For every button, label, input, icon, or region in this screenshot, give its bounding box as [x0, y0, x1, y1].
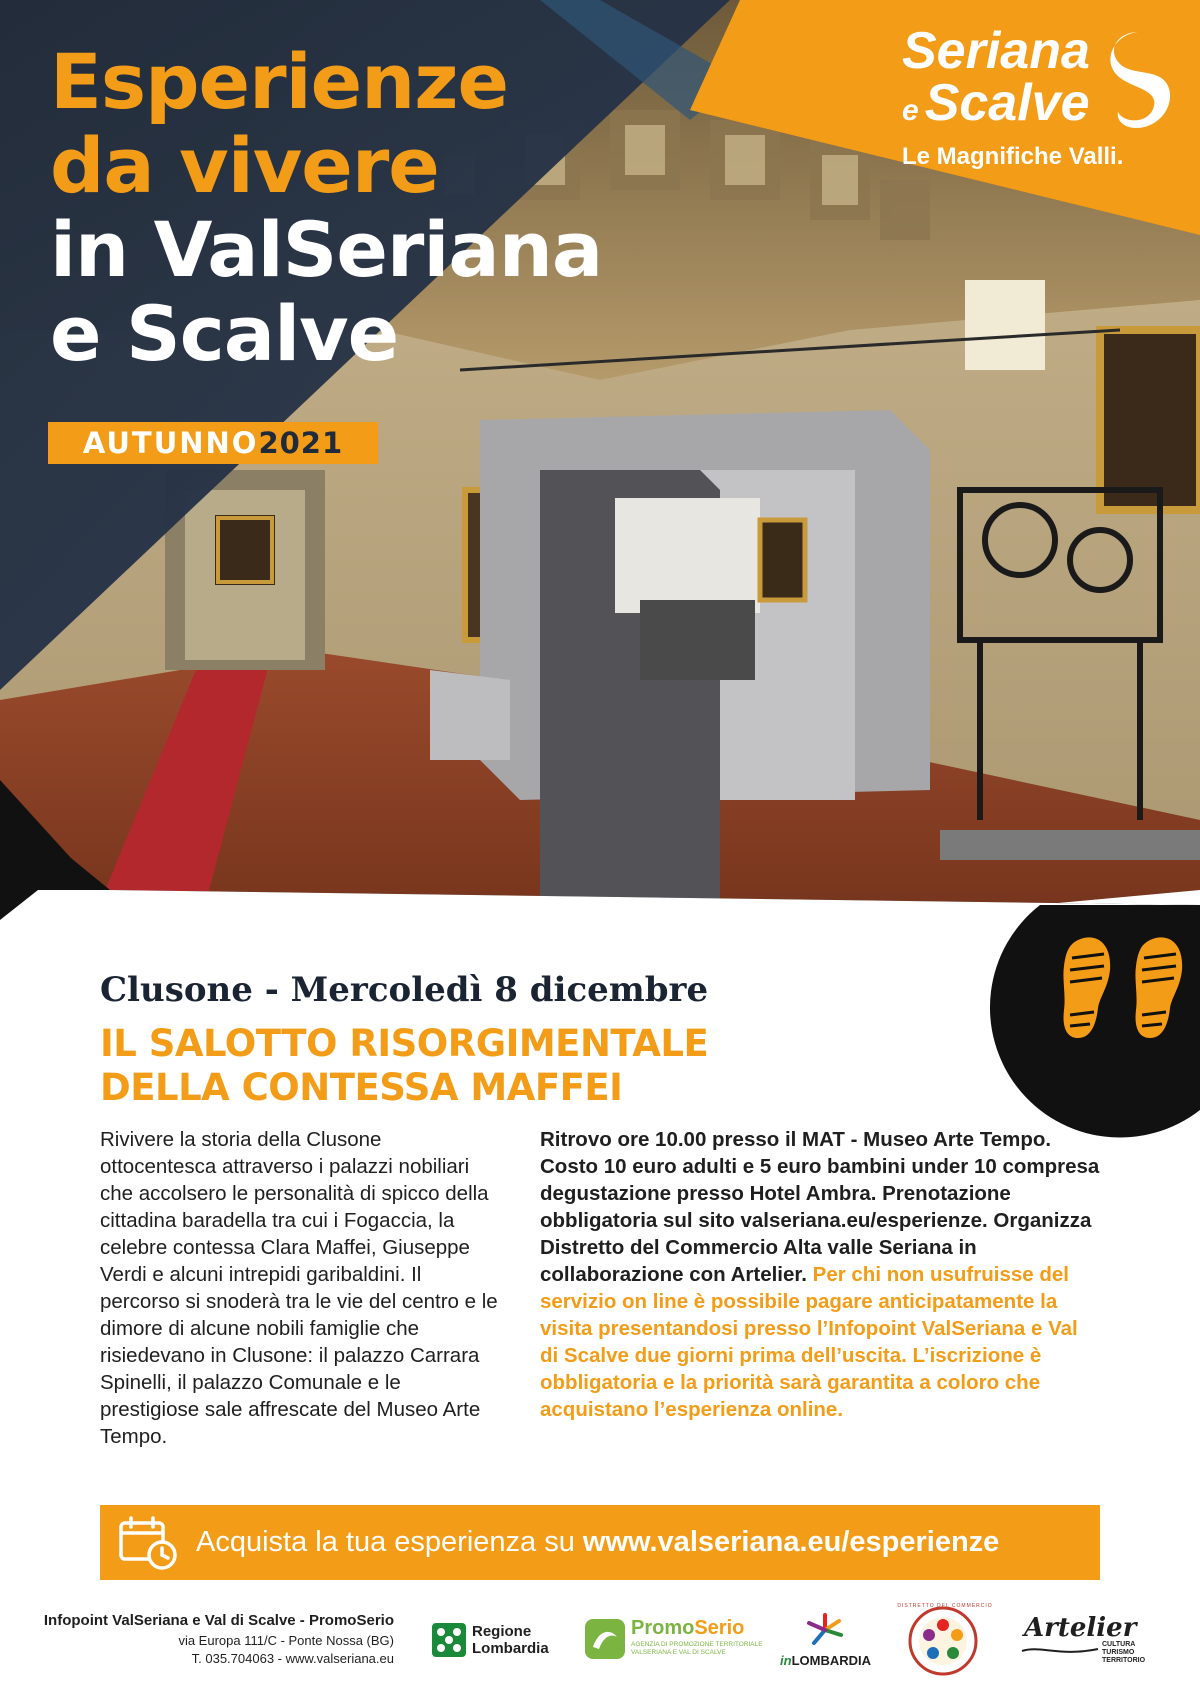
inlombardia-star-icon [806, 1613, 844, 1647]
brand-tagline: Le Magnifiche Valli. [902, 143, 1124, 170]
event-description: Rivivere la storia della Clusone ottocentesca attraverso i palazzi nobiliari che accolsero le personalità di spicco della cittadina baradella tra cui i Fogaccia, la celebre contessa Clara Maffei, Giuseppe Verdi e alcuni intrepidi garibaldini. Il percorso si snoderà tra le vie del centro e le dimore di alcune nobili famiglie che risiedevano in Clusone: il palazzo Carrara Spinelli, il palazzo Comunale e le prestigiose sale affrescate del Museo Arte Tempo. [100, 1128, 498, 1448]
artelier-sub-2: TURISMO [1102, 1649, 1135, 1656]
regione-line-2: Lombardia [472, 1640, 549, 1657]
regione-lombardia-logo [432, 1605, 552, 1677]
headline-line-2: da vivere [50, 121, 439, 210]
brand-line-2: Scalve [924, 74, 1090, 132]
artelier-logo [1020, 1605, 1150, 1677]
season-year: 2021 [258, 426, 344, 460]
rosa-camuna-icon [432, 1623, 466, 1657]
inlombardia-logo [778, 1605, 883, 1677]
headline-line-4: e Scalve [50, 289, 399, 378]
brand-connector: e [902, 94, 919, 127]
promoserio-logo [585, 1605, 763, 1677]
artelier-swash-icon [1020, 1643, 1100, 1657]
footer-org-name: Infopoint ValSeriana e Val di Scalve - PromoSerio [43, 1612, 394, 1629]
artelier-name: Artelier [1024, 1613, 1137, 1643]
distretto-seal-icon [907, 1605, 979, 1677]
event-info [540, 1126, 1100, 1423]
inlombardia-part-b: LOMBARDIA [791, 1653, 871, 1668]
headline [50, 37, 603, 378]
brand-line-1: Seriana [902, 22, 1090, 80]
calendar-clock-icon [118, 1515, 178, 1571]
footprints-icon [1060, 930, 1190, 1050]
regione-line-1: Regione [472, 1623, 532, 1640]
footer-infopoint [22, 1610, 394, 1668]
footer-address: via Europa 111/C - Ponte Nossa (BG) [178, 1633, 394, 1648]
footer-contact: T. 035.704063 - www.valseriana.eu [191, 1651, 394, 1666]
promoserio-part-a: Promo [631, 1617, 695, 1639]
event-info-payment: Per chi non usufruisse del servizio on line è possibile pagare anticipatamente la visita presentandosi presso l’Infopoint ValSeriana e Val di Scalve due giorni prima dell’uscita. L’iscrizione è obbligatoria e la priorità sarà garantita a coloro che acquistano l’esperienza online. [540, 1263, 1078, 1421]
cta-url-link[interactable]: www.valseriana.eu/esperienze [582, 1526, 1000, 1558]
event-info-text: Ritrovo ore 10.00 presso il MAT - Museo Arte Tempo. Costo 10 euro adulti e 5 euro bambini under 10 compresa degustazione presso Hotel Ambra. Prenotazione obbligatoria sul sito valseriana.eu/esperienze. Organizza Distretto del Commercio Alta valle Seriana in collaborazione con Artelier. [540, 1128, 1100, 1286]
season-badge [48, 422, 378, 464]
promoserio-sub-2: VALSERIANA E VAL DI SCALVE [631, 1649, 726, 1656]
artelier-sub-1: CULTURA [1102, 1641, 1136, 1648]
event-title-line-1: IL SALOTTO RISORGIMENTALE [100, 1022, 709, 1065]
headline-line-1: Esperienze [50, 37, 509, 126]
cta-text: Acquista la tua esperienza su [196, 1526, 575, 1558]
event-title-line-2: DELLA CONTESSA MAFFEI [100, 1066, 623, 1109]
season-label: AUTUNNO [82, 426, 259, 460]
purchase-cta-bar[interactable] [100, 1505, 1100, 1580]
event-title [100, 1022, 708, 1110]
promoserio-mark-icon [585, 1619, 625, 1659]
event-place-date: Clusone - Mercoledì 8 dicembre [100, 970, 709, 1010]
valley-swirl-icon [1098, 28, 1176, 138]
distretto-label: DISTRETTO DEL COMMERCIO [897, 1603, 993, 1609]
headline-line-3: in ValSeriana [50, 205, 603, 294]
promoserio-part-b: Serio [694, 1617, 745, 1639]
promoserio-sub-1: AGENZIA DI PROMOZIONE TERRITORIALE [631, 1641, 763, 1648]
inlombardia-part-a: in [780, 1653, 792, 1668]
distretto-commercio-logo [897, 1603, 993, 1677]
seriana-scalve-logo [880, 22, 1180, 182]
artelier-sub-3: TERRITORIO [1102, 1657, 1146, 1664]
